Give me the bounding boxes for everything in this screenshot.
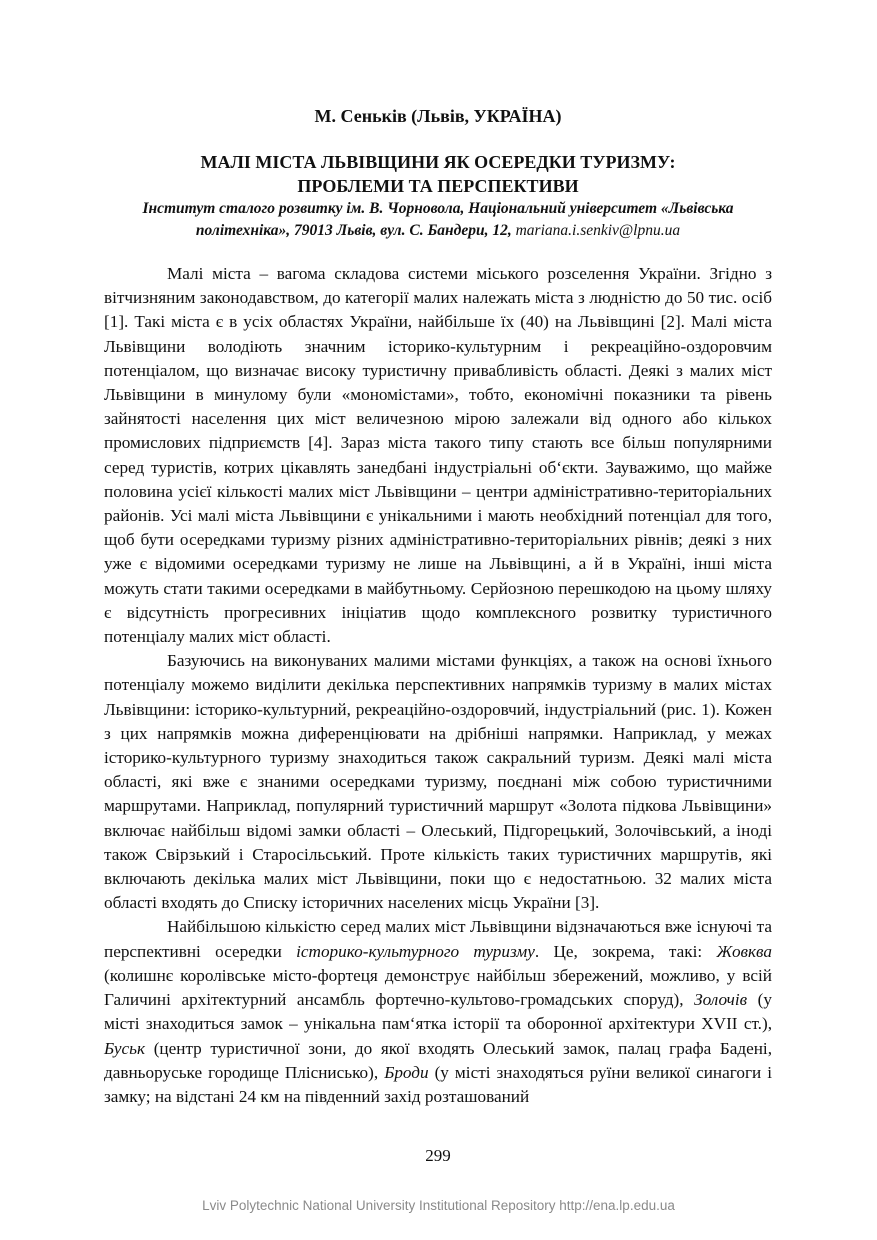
author-line: М. Сеньків (Львів, УКРАЇНА) <box>314 106 562 126</box>
title-line-2: ПРОБЛЕМИ ТА ПЕРСПЕКТИВИ <box>297 176 579 196</box>
title-line-1: МАЛІ МІСТА ЛЬВІВЩИНИ ЯК ОСЕРЕДКИ ТУРИЗМУ: <box>200 152 676 172</box>
emphasis-brody: Броди <box>384 1062 429 1082</box>
author-email[interactable]: mariana.i.senkiv@lpnu.ua <box>515 222 681 239</box>
p3-text-d: (у місті знаходиться замок – унікальна пам‘ятка історії та оборонної архітектури XVII ст.), <box>104 990 772 1034</box>
repository-footer[interactable]: Lviv Polytechnic National University Institutional Repository http://ena.lp.edu.ua <box>202 1198 675 1213</box>
affiliation-line-2 <box>104 220 772 242</box>
paragraph-1-text: – вагома складова системи міського розселення України. Згідно з вітчизняним законодавством, до категорії малих належать міста з людністю до 50 тис. осіб [1]. Такі міста є в усіх областях України, найбільше їх (40) на Львівщині [2]. Малі міста Львівщини володіють значним історико-культурним і рекреаційно-оздоровчим потенціалом, що визначає високу туристичну привабливість області. Деякі з малих міст Львівщини в минулому були «мономістами», тобто, економічні показники та рівень зайнятості населення цих міст величезною мірою залежали від одного або кількох промислових підприємств [4]. Зараз міста такого типу стають все більш популярними серед туристів, котрих цікавлять занедбані індустріальні об‘єкти. Зауважимо, що майже половина усієї кількості малих міст Львівщини – центри адміністративно-територіальних районів. Усі малі міста Львівщини є унікальними і мають необхідний потенціал для того, щоб бути осередками туризму різних адміністративно-територіальних рівнів; деякі з них уже є відомими осередками туризму не лише на Львівщині, а й в Україні, інші міста можуть стати такими осередками в майбутньому. Серйозною перешкодою на цьому шляху є відсутність прогресивних ініціатив щодо комплексного розвитку туристичного потенціалу малих міст області. <box>104 264 772 647</box>
body-text <box>104 262 772 1109</box>
p3-text-a: Найбільшою кількістю серед малих міст Львівщини відзначаються вже існуючі та перспективні осередки <box>104 917 772 961</box>
paragraph-3 <box>104 915 772 1109</box>
affiliation-line-1: Інститут сталого розвитку ім. В. Чорновола, Національний університет «Львівська <box>142 200 734 217</box>
emphasis-zolochiv: Золочів <box>694 990 748 1010</box>
p3-text-f: (у місті знаходяться руїни великої синагоги і замку; на відстані 24 км на південний захід розташований <box>104 1062 772 1106</box>
affiliation-address: політехніка», 79013 Львів, вул. С. Бандери, 12, <box>195 222 512 239</box>
paper-title <box>104 150 772 198</box>
emphasis-zhovkva: Жовква <box>716 941 772 961</box>
emphasis-busk: Буськ <box>104 1038 146 1058</box>
p3-text-c: (колишнє королівське місто-фортеця демонструє найбільш збережений, можливо, у всій Галичині архітектурний ансамбль фортечно-культово-громадських споруд), <box>104 965 772 1010</box>
affiliation <box>104 198 772 242</box>
p3-text-e: (центр туристичної зони, до якої входять Олеський замок, палац графа Бадені, давньоруське городище Пліснисько), <box>104 1038 772 1082</box>
paragraph-1 <box>104 262 772 649</box>
page-number: 299 <box>425 1146 451 1165</box>
paragraph-2: Базуючись на виконуваних малими містами функціях, а також на основі їхнього потенціалу можемо виділити декілька перспективних напрямків туризму в малих містах Львівщини: історико-культурний, рекреаційно-оздоровчий, індустріальний (рис. 1). Кожен з цих напрямків можна диференціювати на дрібніші напрямки. Наприклад, у межах історико-культурного туризму знаходиться також сакральний туризм. Деякі малі міста області, які вже є знаними осередками туризму, поєднані між собою туристичними маршрутами. Наприклад, популярний туристичний маршрут «Золота підкова Львівщини» включає найбільш відомі замки області – Олеський, Підгорецький, Золочівський, а іноді також Свірзький і Старосільський. Проте кількість таких туристичних маршрутів, які включають декілька малих міст Львівщини, поки що є недостатньою. 32 малих міста області входять до Списку історичних населених місць України [3]. <box>104 651 772 913</box>
emphasis-cultural-tourism: історико-культурного туризму <box>296 941 535 961</box>
key-term: Малі міста <box>167 264 251 283</box>
p3-text-b: . Це, зокрема, такі: <box>534 941 717 961</box>
